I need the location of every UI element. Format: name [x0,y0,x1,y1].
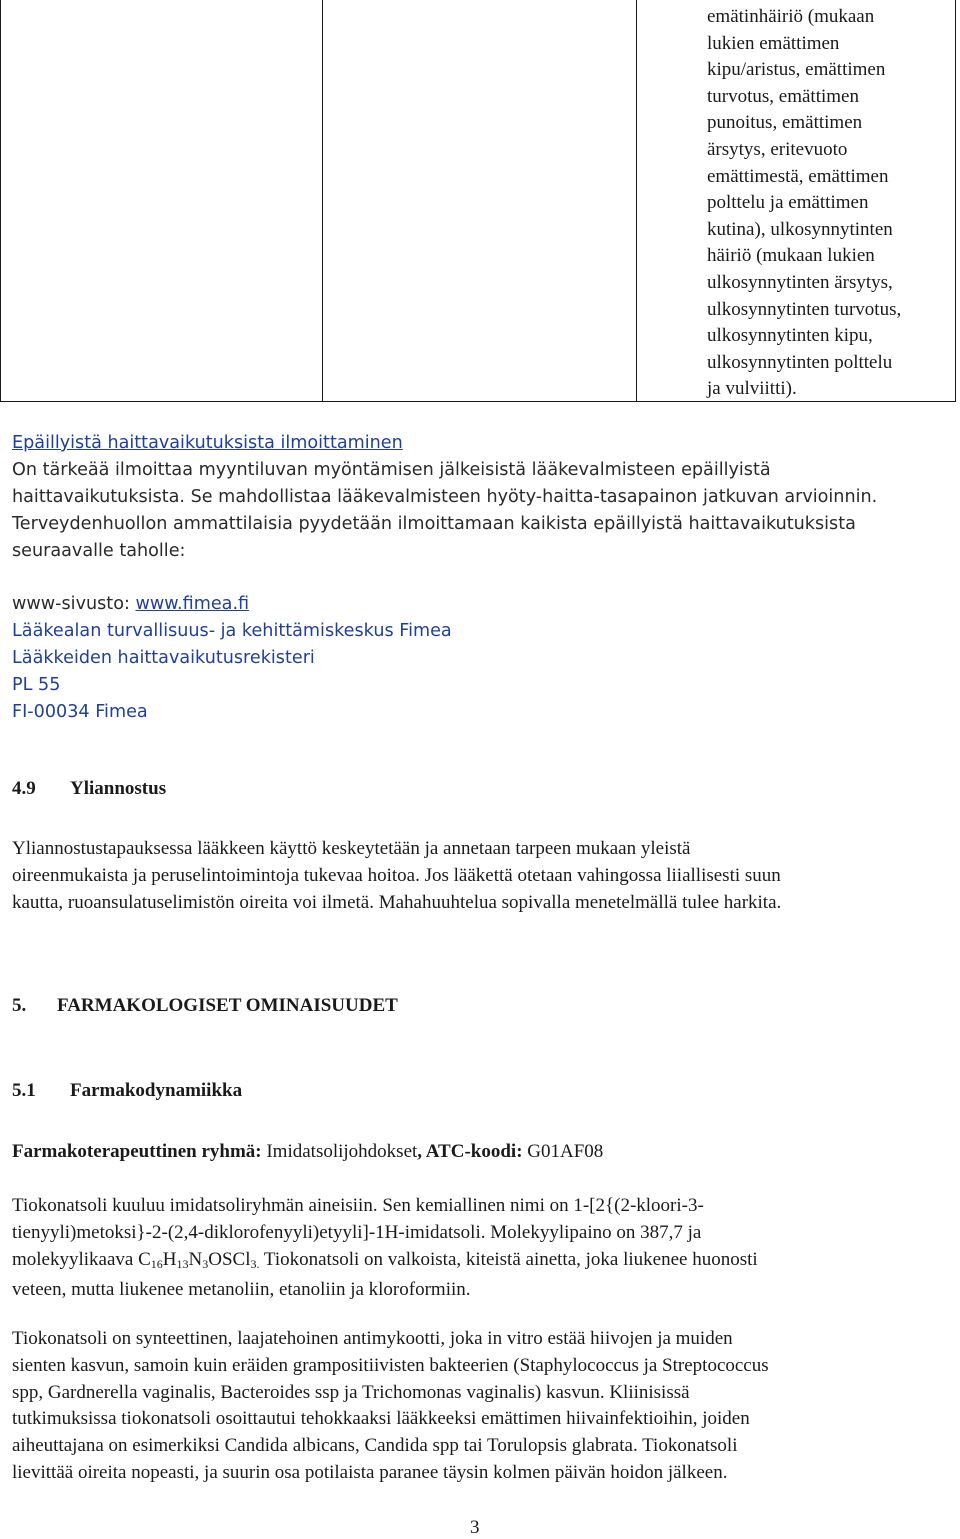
pharmacodynamics-paragraph-1 [12,1193,942,1304]
reporting-line-3: Terveydenhuollon ammattilaisia pyydetään ilmoittamaan kaikista epäillyistä haittavaikutuksista [12,514,856,534]
address-line-1: Lääkealan turvallisuus- ja kehittämiskeskus Fimea [12,621,452,641]
reporting-line-4: seuraavalle taholle: [12,541,186,561]
formula-cl-count: 3. [250,1256,260,1271]
formula-n-count: 3 [202,1256,209,1271]
p2-line-1: Tiokonatsoli on synteettinen, laajatehoinen antimykootti, joka in vitro estää hiivojen ja muiden [12,1328,733,1349]
p2-line-3: spp, Gardnerella vaginalis, Bacteroides ssp ja Trichomonas vaginalis) kasvun. Kliinisissä [12,1381,690,1403]
section-title: Yliannostus [70,778,167,799]
section-4-9-heading [12,778,166,800]
section-title: FARMAKOLOGISET OMINAISUUDET [57,995,398,1016]
atc-value: G01AF08 [522,1141,604,1162]
adverse-effects-table [0,0,956,402]
p2-line-4: tutkimuksissa tiokonatsoli osoittautui tehokkaaksi lääkkeeksi emättimen hiivainfektioihin, joiden [12,1408,750,1430]
formula-oscl: OSCl [208,1248,251,1270]
reporting-title: Epäillyistä haittavaikutuksista ilmoittaminen [12,433,403,453]
formula-c-count: 16 [150,1256,163,1271]
page-number: 3 [470,1517,480,1538]
section-number: 5.1 [12,1080,36,1101]
table-cell-text [637,0,955,401]
pharmacotherapeutic-group-line [12,1139,603,1165]
section-number: 5. [12,995,27,1016]
website-line [12,591,249,617]
reporting-line-2: haittavaikutuksista. Se mahdollistaa lääkevalmisteen hyöty-haitta-tasapainon jatkuvan arvioinnin. [12,487,878,507]
p1-line-4: veteen, mutta liukenee metanoliin, etanoliin ja kloroformiin. [12,1279,471,1301]
section-5-1-heading [12,1080,242,1102]
p1-line-2: tienyyli)metoksi}-2-(2,4-diklorofenyyli)etyyli]-1H-imidatsoli. Molekyylipaino on 387,7 ja [12,1221,702,1243]
formula-line [12,1247,942,1278]
group-value: Imidatsolijohdokset [261,1141,418,1162]
section-number: 4.9 [12,778,36,799]
overdose-paragraph [12,836,942,916]
section-title: Farmakodynamiikka [70,1080,243,1101]
address-line-2: Lääkkeiden haittavaikutusrekisteri [12,648,315,668]
group-label: Farmakoterapeuttinen ryhmä: [12,1141,262,1162]
atc-label: ATC-koodi: [425,1141,523,1162]
p2-line-2: sienten kasvun, samoin kuin eräiden grampositiivisten bakteerien (Staphylococcus ja Streptococcus [12,1354,769,1376]
p2-line-6: lievittää oireita nopeasti, ja suurin osa potilaista paranee täysin kolmen päivän hoidon jälkeen. [12,1461,728,1483]
table-cell-content: emätinhäiriö (mukaan lukien emättimen kipu/aristus, emättimen turvotus, emättimen punoitus, emättimen ärsytys, eritevuoto emättimestä, emättimen polttelu ja emättimen kutina), ulkosynnytinten häiriö (mukaan lukien ulkosynnytinten ärsytys, ulkosynnytinten turvotus, ulkosynnytinten kipu, ulkosynnytinten polttelu ja vulviitti). [707,6,902,400]
formula-h-count: 13 [176,1256,189,1271]
p1-line-1: Tiokonatsoli kuuluu imidatsoliryhmän aineisiin. Sen kemiallinen nimi on 1-[2{(2-kloori-3- [12,1195,704,1216]
fimea-link[interactable]: www.fimea.fi [135,594,250,614]
overdose-line-3: kautta, ruoansulatuselimistön oireita voi ilmetä. Mahahuuhtelua sopivalla menetelmällä tulee harkita. [12,891,782,913]
reporting-line-1: On tärkeää ilmoittaa myyntiluvan myöntämisen jälkeisistä lääkevalmisteen epäillyistä [12,460,771,480]
address-line-4: FI-00034 Fimea [12,702,148,722]
table-cell-empty-1 [1,0,323,401]
formula-prefix: molekyylikaava C [12,1248,151,1270]
formula-suffix: Tiokonatsoli on valkoista, kiteistä ainetta, joka liukenee huonosti [259,1248,758,1270]
table-cell-empty-2 [323,0,637,401]
section-5-heading [12,995,398,1017]
comma: , [417,1141,426,1162]
overdose-line-2: oireenmukaista ja peruselintoimintoja tukevaa hoitoa. Jos lääkettä otetaan vahingossa liiallisesti suun [12,864,781,886]
overdose-line-1: Yliannostustapauksessa lääkkeen käyttö keskeytetään ja annetaan tarpeen mukaan yleistä [12,838,691,859]
formula-h: H [162,1248,177,1270]
pharmacodynamics-paragraph-2 [12,1326,942,1487]
address-line-3: PL 55 [12,675,61,695]
website-label: www-sivusto: [12,594,136,614]
formula-n: N [188,1248,203,1270]
p2-line-5: aiheuttajana on esimerkiksi Candida albicans, Candida spp tai Torulopsis glabrata. Tiokonatsoli [12,1435,738,1457]
